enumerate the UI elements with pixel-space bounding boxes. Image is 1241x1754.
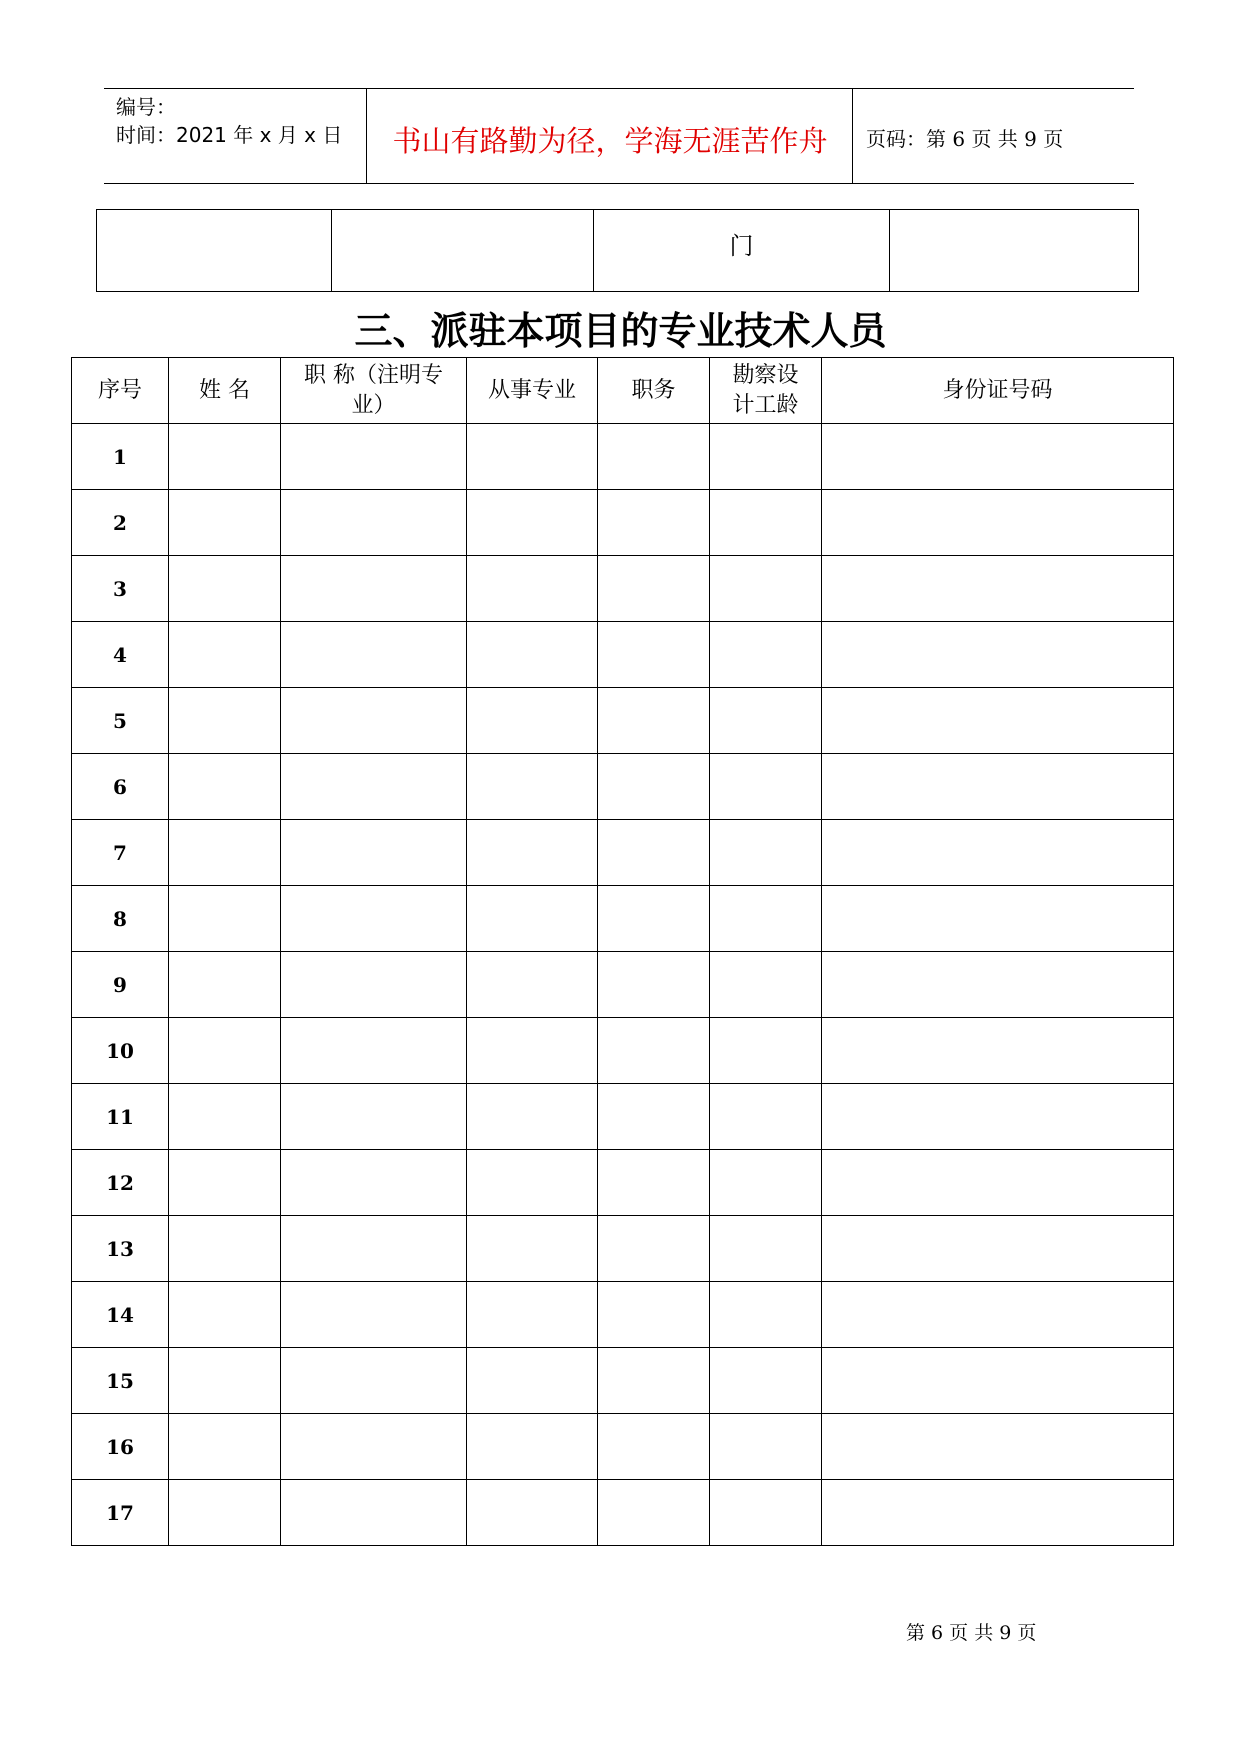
header-page-info: 页码：第 6 页 共 9 页 <box>866 127 1064 151</box>
table-row <box>72 424 1174 490</box>
header-motto-cell <box>368 89 853 183</box>
title-cell[interactable] <box>281 1150 467 1216</box>
fragment-cell <box>97 210 332 292</box>
name-cell[interactable] <box>169 424 281 490</box>
specialty-cell[interactable] <box>467 886 598 952</box>
row-seq: 5 <box>72 688 169 754</box>
years-cell[interactable] <box>710 820 822 886</box>
specialty-cell[interactable] <box>467 688 598 754</box>
title-cell[interactable] <box>281 556 467 622</box>
table-row <box>72 490 1174 556</box>
title-cell[interactable] <box>281 754 467 820</box>
position-cell[interactable] <box>598 1480 710 1546</box>
id-cell[interactable] <box>822 424 1174 490</box>
title-cell[interactable] <box>281 1084 467 1150</box>
header-name: 姓 名 <box>169 358 281 424</box>
page-footer: 第 6 页 共 9 页 <box>906 1622 1037 1644</box>
id-cell[interactable] <box>822 1216 1174 1282</box>
document-time: 时间：2021 年 x 月 x 日 <box>116 123 343 147</box>
table-header-row <box>72 358 1174 424</box>
fragment-cell <box>332 210 594 292</box>
table-row <box>72 754 1174 820</box>
position-cell[interactable] <box>598 490 710 556</box>
years-cell[interactable] <box>710 952 822 1018</box>
title-cell[interactable] <box>281 490 467 556</box>
years-cell[interactable] <box>710 1282 822 1348</box>
years-cell[interactable] <box>710 622 822 688</box>
years-cell[interactable] <box>710 1480 822 1546</box>
position-cell[interactable] <box>598 1084 710 1150</box>
id-cell[interactable] <box>822 1150 1174 1216</box>
position-cell[interactable] <box>598 556 710 622</box>
fragment-cell: 门 <box>594 210 890 292</box>
name-cell[interactable] <box>169 622 281 688</box>
table-row <box>72 688 1174 754</box>
row-seq: 6 <box>72 754 169 820</box>
personnel-table <box>71 357 1174 1546</box>
row-seq: 4 <box>72 622 169 688</box>
name-cell[interactable] <box>169 1216 281 1282</box>
row-seq: 11 <box>72 1084 169 1150</box>
specialty-cell[interactable] <box>467 556 598 622</box>
table-row <box>72 1414 1174 1480</box>
position-cell[interactable] <box>598 886 710 952</box>
header-position: 职务 <box>598 358 710 424</box>
years-cell[interactable] <box>710 490 822 556</box>
title-cell[interactable] <box>281 1414 467 1480</box>
title-cell[interactable] <box>281 622 467 688</box>
header-title-line2: 业） <box>351 392 396 418</box>
title-cell[interactable] <box>281 1018 467 1084</box>
title-cell[interactable] <box>281 1348 467 1414</box>
header-id: 身份证号码 <box>822 358 1174 424</box>
title-cell[interactable] <box>281 688 467 754</box>
motto-text: 书山有路勤为径，学海无涯苦作舟 <box>392 124 828 158</box>
table-row <box>72 820 1174 886</box>
position-cell[interactable] <box>598 820 710 886</box>
specialty-cell[interactable] <box>467 424 598 490</box>
header-page-cell <box>854 89 1134 183</box>
name-cell[interactable] <box>169 1150 281 1216</box>
row-seq: 1 <box>72 424 169 490</box>
name-cell[interactable] <box>169 1282 281 1348</box>
specialty-cell[interactable] <box>467 1018 598 1084</box>
name-cell[interactable] <box>169 1348 281 1414</box>
specialty-cell[interactable] <box>467 1282 598 1348</box>
position-cell[interactable] <box>598 1018 710 1084</box>
specialty-cell[interactable] <box>467 1150 598 1216</box>
position-cell[interactable] <box>598 622 710 688</box>
table-row <box>72 622 1174 688</box>
name-cell[interactable] <box>169 1480 281 1546</box>
specialty-cell[interactable] <box>467 1348 598 1414</box>
row-seq: 14 <box>72 1282 169 1348</box>
title-cell[interactable] <box>281 886 467 952</box>
name-cell[interactable] <box>169 886 281 952</box>
title-cell[interactable] <box>281 1216 467 1282</box>
years-cell[interactable] <box>710 424 822 490</box>
row-seq: 9 <box>72 952 169 1018</box>
position-cell[interactable] <box>598 1216 710 1282</box>
title-cell[interactable] <box>281 1282 467 1348</box>
name-cell[interactable] <box>169 1414 281 1480</box>
position-cell[interactable] <box>598 1150 710 1216</box>
position-cell[interactable] <box>598 1282 710 1348</box>
header-seq: 序号 <box>72 358 169 424</box>
years-cell[interactable] <box>710 688 822 754</box>
header-years-line1: 勘察设 <box>732 362 799 388</box>
name-cell[interactable] <box>169 556 281 622</box>
years-cell[interactable] <box>710 1150 822 1216</box>
title-cell[interactable] <box>281 952 467 1018</box>
name-cell[interactable] <box>169 1084 281 1150</box>
row-seq: 10 <box>72 1018 169 1084</box>
specialty-cell[interactable] <box>467 1414 598 1480</box>
header-meta-cell <box>104 89 367 183</box>
table-row <box>72 952 1174 1018</box>
id-cell[interactable] <box>822 1084 1174 1150</box>
table-row <box>72 886 1174 952</box>
row-seq: 15 <box>72 1348 169 1414</box>
table-row <box>72 1150 1174 1216</box>
title-cell[interactable] <box>281 820 467 886</box>
fragment-cell <box>890 210 1139 292</box>
table-row <box>72 556 1174 622</box>
id-cell[interactable] <box>822 688 1174 754</box>
header-title-line1: 职 称（注明专 <box>304 362 443 388</box>
id-cell[interactable] <box>822 1018 1174 1084</box>
name-cell[interactable] <box>169 754 281 820</box>
table-row <box>72 1282 1174 1348</box>
years-cell[interactable] <box>710 1018 822 1084</box>
header-years-line2: 计工龄 <box>732 392 799 418</box>
id-cell[interactable] <box>822 754 1174 820</box>
years-cell[interactable] <box>710 1348 822 1414</box>
id-cell[interactable] <box>822 556 1174 622</box>
row-seq: 8 <box>72 886 169 952</box>
specialty-cell[interactable] <box>467 622 598 688</box>
document-header <box>104 88 1134 184</box>
row-seq: 2 <box>72 490 169 556</box>
row-seq: 17 <box>72 1480 169 1546</box>
years-cell[interactable] <box>710 886 822 952</box>
specialty-cell[interactable] <box>467 1084 598 1150</box>
years-cell[interactable] <box>710 556 822 622</box>
position-cell[interactable] <box>598 754 710 820</box>
name-cell[interactable] <box>169 820 281 886</box>
years-cell[interactable] <box>710 1414 822 1480</box>
table-row <box>72 1348 1174 1414</box>
id-cell[interactable] <box>822 1414 1174 1480</box>
id-cell[interactable] <box>822 1282 1174 1348</box>
document-number-label: 编号： <box>116 95 176 119</box>
name-cell[interactable] <box>169 688 281 754</box>
position-cell[interactable] <box>598 952 710 1018</box>
section-title: 三、派驻本项目的专业技术人员 <box>354 308 887 353</box>
id-cell[interactable] <box>822 952 1174 1018</box>
position-cell[interactable] <box>598 688 710 754</box>
row-seq: 3 <box>72 556 169 622</box>
specialty-cell[interactable] <box>467 1480 598 1546</box>
id-cell[interactable] <box>822 820 1174 886</box>
header-years <box>710 358 822 424</box>
row-seq: 7 <box>72 820 169 886</box>
row-seq: 13 <box>72 1216 169 1282</box>
row-seq: 12 <box>72 1150 169 1216</box>
table-row <box>72 1084 1174 1150</box>
id-cell[interactable] <box>822 490 1174 556</box>
years-cell[interactable] <box>710 1084 822 1150</box>
id-cell[interactable] <box>822 622 1174 688</box>
table-row <box>72 1480 1174 1546</box>
table-row <box>72 1018 1174 1084</box>
id-cell[interactable] <box>822 1348 1174 1414</box>
id-cell[interactable] <box>822 1480 1174 1546</box>
name-cell[interactable] <box>169 490 281 556</box>
header-title <box>281 358 467 424</box>
name-cell[interactable] <box>169 1018 281 1084</box>
position-cell[interactable] <box>598 424 710 490</box>
fragment-row <box>97 210 1139 292</box>
header-specialty: 从事专业 <box>467 358 598 424</box>
position-cell[interactable] <box>598 1414 710 1480</box>
specialty-cell[interactable] <box>467 490 598 556</box>
id-cell[interactable] <box>822 886 1174 952</box>
row-seq: 16 <box>72 1414 169 1480</box>
years-cell[interactable] <box>710 754 822 820</box>
specialty-cell[interactable] <box>467 754 598 820</box>
table-body <box>72 424 1174 1546</box>
name-cell[interactable] <box>169 952 281 1018</box>
title-cell[interactable] <box>281 1480 467 1546</box>
position-cell[interactable] <box>598 1348 710 1414</box>
table-row <box>72 1216 1174 1282</box>
specialty-cell[interactable] <box>467 820 598 886</box>
specialty-cell[interactable] <box>467 1216 598 1282</box>
title-cell[interactable] <box>281 424 467 490</box>
years-cell[interactable] <box>710 1216 822 1282</box>
previous-table-fragment <box>96 209 1139 292</box>
specialty-cell[interactable] <box>467 952 598 1018</box>
